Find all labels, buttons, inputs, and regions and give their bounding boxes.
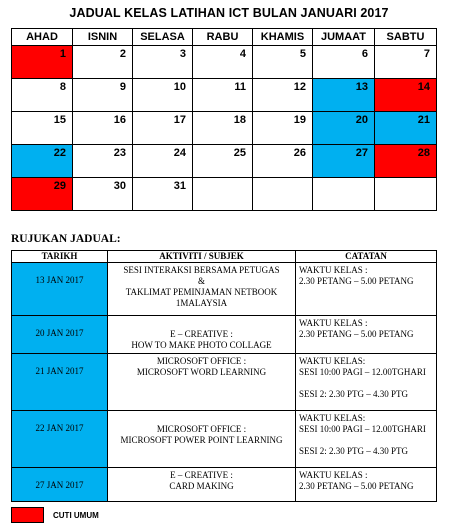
notes-line: WAKTU KELAS :: [299, 318, 368, 328]
reference-header-row: [12, 251, 437, 263]
header-tarikh: TARIKH: [12, 251, 108, 263]
day-header-sabtu: SABTU: [375, 29, 437, 46]
reference-activity: [108, 411, 296, 468]
calendar-week-row: [12, 46, 437, 79]
activity-line: 1MALAYSIA: [175, 298, 228, 308]
notes-line: 2.30 PETANG – 5.00 PETANG: [299, 329, 414, 339]
notes-line: 2.30 PETANG – 5.00 PETANG: [299, 276, 414, 286]
reference-row: [12, 411, 437, 468]
calendar-day-cell: 28: [375, 145, 437, 178]
calendar-day-cell: 21: [375, 112, 437, 145]
notes-line: SESI 2: 2.30 PTG – 4.30 PTG: [299, 446, 409, 456]
notes-line: [299, 435, 433, 446]
calendar-day-cell: 29: [12, 178, 73, 211]
calendar-day-cell: 10: [133, 79, 193, 112]
page-title: JADUAL KELAS LATIHAN ICT BULAN JANUARI 2017: [69, 6, 389, 20]
activity-line: E – CREATIVE :: [170, 329, 233, 339]
notes-line: [299, 378, 433, 389]
notes-line: WAKTU KELAS:: [299, 356, 366, 366]
activity-line: HOW TO MAKE PHOTO COLLAGE: [131, 340, 272, 350]
header-catatan: CATATAN: [296, 251, 437, 263]
reference-body: [12, 263, 437, 502]
activity-line: [111, 413, 292, 424]
calendar-week-row: [12, 79, 437, 112]
day-header-isnin: ISNIN: [73, 29, 133, 46]
calendar-body: [12, 46, 437, 211]
calendar-day-cell: 7: [375, 46, 437, 79]
calendar-day-cell: [193, 178, 253, 211]
calendar-week-row: [12, 112, 437, 145]
legend-swatch: [11, 507, 44, 523]
calendar-week-row: [12, 178, 437, 211]
notes-line: WAKTU KELAS :: [299, 265, 368, 275]
day-header-ahad: AHAD: [12, 29, 73, 46]
reference-notes: [296, 468, 437, 502]
reference-date: 22 JAN 2017: [12, 411, 108, 468]
activity-line: MICROSOFT OFFICE :: [156, 424, 247, 434]
calendar-day-cell: 4: [193, 46, 253, 79]
activity-line: TAKLIMAT PEMINJAMAN NETBOOK: [125, 287, 278, 297]
day-header-jumaat: JUMAAT: [313, 29, 375, 46]
calendar-day-cell: 19: [253, 112, 313, 145]
calendar-day-cell: 24: [133, 145, 193, 178]
reference-activity: [108, 468, 296, 502]
reference-notes: [296, 411, 437, 468]
activity-line: MICROSOFT POWER POINT LEARNING: [120, 435, 283, 445]
calendar-week-row: [12, 145, 437, 178]
reference-date: 13 JAN 2017: [12, 263, 108, 316]
calendar-day-cell: 26: [253, 145, 313, 178]
reference-notes: [296, 354, 437, 411]
calendar-day-cell: 22: [12, 145, 73, 178]
calendar-day-cell: 16: [73, 112, 133, 145]
calendar-day-cell: 11: [193, 79, 253, 112]
header-aktiviti: AKTIVITI / SUBJEK: [108, 251, 296, 263]
reference-notes: [296, 316, 437, 354]
activity-line: E – CREATIVE :: [170, 470, 233, 480]
calendar-day-cell: 15: [12, 112, 73, 145]
calendar-day-cell: 6: [313, 46, 375, 79]
calendar-day-cell: 31: [133, 178, 193, 211]
calendar-day-cell: 12: [253, 79, 313, 112]
calendar-day-cell: 27: [313, 145, 375, 178]
notes-line: 2.30 PETANG – 5.00 PETANG: [299, 481, 414, 491]
notes-line: WAKTU KELAS:: [299, 413, 366, 423]
reference-row: [12, 468, 437, 502]
activity-line: MICROSOFT OFFICE :: [156, 356, 247, 366]
reference-table: [11, 250, 437, 502]
calendar-day-cell: 8: [12, 79, 73, 112]
activity-line: &: [197, 276, 205, 286]
calendar-day-cell: 2: [73, 46, 133, 79]
calendar-day-cell: 3: [133, 46, 193, 79]
calendar-day-cell: 1: [12, 46, 73, 79]
calendar-day-cell: [313, 178, 375, 211]
day-header-selasa: SELASA: [133, 29, 193, 46]
activity-line: CARD MAKING: [169, 481, 234, 491]
notes-line: WAKTU KELAS :: [299, 470, 368, 480]
calendar-day-cell: [375, 178, 437, 211]
calendar-day-cell: 18: [193, 112, 253, 145]
day-header-khamis: KHAMIS: [253, 29, 313, 46]
reference-date: 20 JAN 2017: [12, 316, 108, 354]
reference-row: [12, 263, 437, 316]
calendar-day-cell: 13: [313, 79, 375, 112]
reference-date: 27 JAN 2017: [12, 468, 108, 502]
calendar-day-cell: 20: [313, 112, 375, 145]
notes-line: SESI 2: 2.30 PTG – 4.30 PTG: [299, 389, 409, 399]
notes-line: SESI 10:00 PAGI – 12.00TGHARI: [299, 424, 426, 434]
reference-row: [12, 316, 437, 354]
calendar-day-cell: 14: [375, 79, 437, 112]
calendar-day-cell: 9: [73, 79, 133, 112]
calendar-day-cell: 5: [253, 46, 313, 79]
reference-row: [12, 354, 437, 411]
reference-date: 21 JAN 2017: [12, 354, 108, 411]
calendar-day-cell: 23: [73, 145, 133, 178]
reference-notes: [296, 263, 437, 316]
reference-activity: [108, 316, 296, 354]
activity-line: [111, 318, 292, 329]
rujukan-title: RUJUKAN JADUAL:: [11, 233, 121, 245]
calendar-day-cell: 17: [133, 112, 193, 145]
notes-line: SESI 10:00 PAGI – 12.00TGHARI: [299, 367, 426, 377]
activity-line: SESI INTERAKSI BERSAMA PETUGAS: [123, 265, 280, 275]
activity-line: MICROSOFT WORD LEARNING: [136, 367, 267, 377]
reference-activity: [108, 263, 296, 316]
calendar-day-cell: 30: [73, 178, 133, 211]
reference-activity: [108, 354, 296, 411]
calendar-day-cell: 25: [193, 145, 253, 178]
day-header-rabu: RABU: [193, 29, 253, 46]
legend-label: CUTI UMUM: [53, 511, 99, 520]
calendar-header-row: [12, 29, 437, 46]
calendar-day-cell: [253, 178, 313, 211]
calendar-table: [11, 28, 437, 211]
